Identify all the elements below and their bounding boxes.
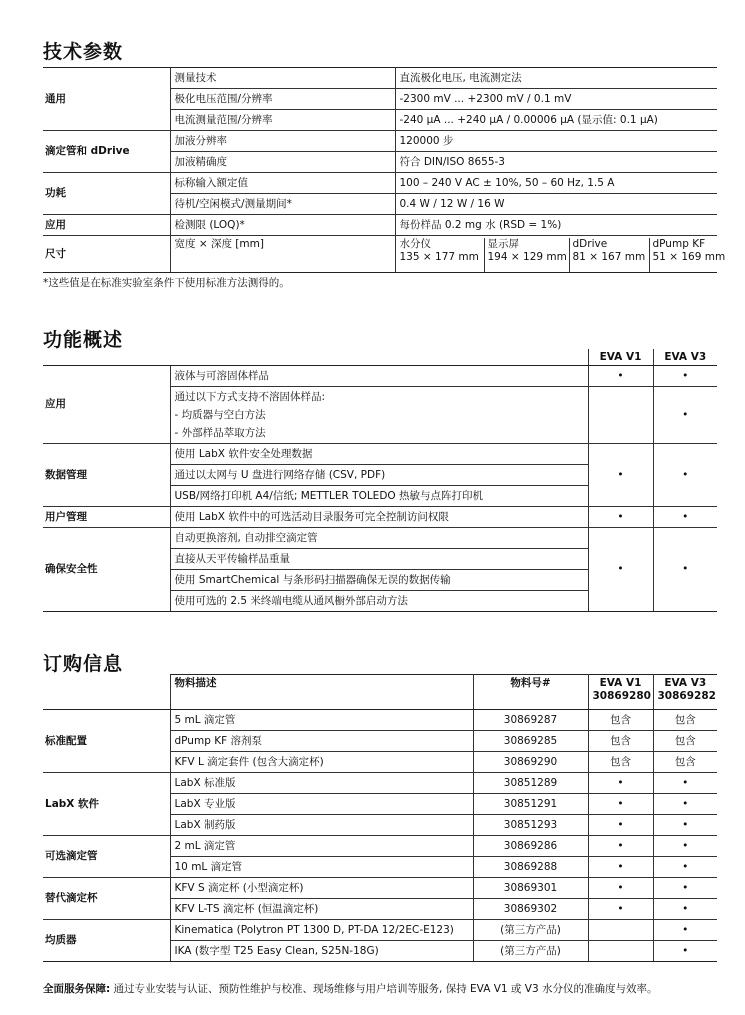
item-desc: IKA (数字型 T25 Easy Clean, S25N-18G) — [170, 941, 473, 962]
item-v1: • — [588, 857, 653, 878]
item-number: (第三方产品) — [473, 941, 588, 962]
item-v3: • — [653, 857, 717, 878]
table-row — [43, 836, 717, 857]
param-label: 待机/空闲模式/测量期间* — [170, 194, 395, 215]
param-value: -240 µA ... +240 µA / 0.00006 µA (显示值: 0.1 µA) — [395, 110, 717, 131]
param-value: 直流极化电压, 电流测定法 — [395, 68, 717, 89]
col-header-num: 物料号# — [473, 675, 588, 710]
dimension-size: 135 × 177 mm — [399, 251, 479, 263]
table-row — [43, 366, 717, 387]
item-v1: • — [588, 794, 653, 815]
dimensions-cell — [395, 236, 726, 273]
feature-text: 液体与可溶固体样品 — [170, 366, 588, 387]
ordering-table — [43, 674, 717, 962]
features-table — [43, 349, 717, 612]
item-number: (第三方产品) — [473, 920, 588, 941]
col-header-v1: EVA V1 — [588, 349, 653, 366]
item-v1: • — [588, 815, 653, 836]
footnote: *这些值是在标准实验室条件下使用标准方法测得的。 — [43, 277, 290, 289]
category-label: 应用 — [43, 366, 170, 444]
bullet-v3: • — [653, 366, 717, 387]
specs-heading: 技术参数 — [43, 41, 124, 63]
category-label: 确保安全性 — [43, 528, 170, 612]
item-desc: LabX 标准版 — [170, 773, 473, 794]
param-value: -2300 mV ... +2300 mV / 0.1 mV — [395, 89, 717, 110]
feature-text: 使用可选的 2.5 米终端电缆从通风橱外部启动方法 — [170, 591, 588, 612]
v1-label: EVA V1 — [599, 677, 642, 689]
item-v1 — [588, 920, 653, 941]
specs-table — [43, 67, 726, 273]
category-label: 应用 — [43, 215, 170, 236]
dimension-name: dDrive — [572, 238, 608, 250]
item-v3: • — [653, 899, 717, 920]
item-v3: • — [653, 794, 717, 815]
dimension-size: 194 × 129 mm — [487, 251, 567, 263]
feature-line: - 外部样品萃取方法 — [174, 427, 266, 439]
item-v3: • — [653, 815, 717, 836]
item-v1: • — [588, 899, 653, 920]
table-row — [43, 528, 717, 549]
service-footer — [43, 981, 733, 996]
table-row — [43, 920, 717, 941]
param-label: 检测限 (LOQ)* — [170, 215, 395, 236]
feature-text — [170, 387, 588, 444]
item-number: 30869302 — [473, 899, 588, 920]
table-row — [43, 236, 717, 273]
item-v3: • — [653, 773, 717, 794]
dimension-item — [400, 238, 484, 272]
item-desc: LabX 专业版 — [170, 794, 473, 815]
param-value: 每份样品 0.2 mg 水 (RSD = 1%) — [395, 215, 717, 236]
item-v3: 包含 — [653, 752, 717, 773]
item-v1: 包含 — [588, 731, 653, 752]
feature-text: 直接从天平传输样品重量 — [170, 549, 588, 570]
bullet-v3: • — [653, 387, 717, 444]
dimension-size: 51 × 169 mm — [652, 251, 726, 263]
item-desc: Kinematica (Polytron PT 1300 D, PT-DA 12/2EC-E123) — [170, 920, 473, 941]
item-number: 30869285 — [473, 731, 588, 752]
bullet-v1: • — [588, 366, 653, 387]
feature-text: 使用 LabX 软件安全处理数据 — [170, 444, 588, 465]
item-v1: 包含 — [588, 752, 653, 773]
feature-line: 通过以下方式支持不溶固体样品: — [174, 391, 326, 403]
item-v3: • — [653, 941, 717, 962]
param-label: 极化电压范围/分辨率 — [170, 89, 395, 110]
dimension-item — [484, 238, 569, 272]
table-row — [43, 444, 717, 465]
item-desc: 5 mL 滴定管 — [170, 710, 473, 731]
item-v3: • — [653, 878, 717, 899]
table-header-row — [43, 349, 717, 366]
feature-line: - 均质器与空白方法 — [174, 409, 266, 421]
feature-text: 使用 SmartChemical 与条形码扫描器确保无误的数据传输 — [170, 570, 588, 591]
param-label: 加液精确度 — [170, 152, 395, 173]
feature-text: USB/网络打印机 A4/信纸; METTLER TOLEDO 热敏与点阵打印机 — [170, 486, 588, 507]
item-number: 30869301 — [473, 878, 588, 899]
table-row — [43, 68, 717, 89]
category-label: 尺寸 — [43, 236, 170, 273]
category-label: 均质器 — [43, 920, 170, 962]
table-row — [43, 773, 717, 794]
item-v3: 包含 — [653, 710, 717, 731]
item-number: 30869287 — [473, 710, 588, 731]
item-desc: LabX 制药版 — [170, 815, 473, 836]
table-row — [43, 215, 717, 236]
bullet-v1: • — [588, 444, 653, 507]
category-label: 数据管理 — [43, 444, 170, 507]
bullet-v1: • — [588, 507, 653, 528]
param-value: 符合 DIN/ISO 8655-3 — [395, 152, 717, 173]
item-number: 30869288 — [473, 857, 588, 878]
footer-text: 通过专业安装与认证、预防性维护与校准、现场维修与用户培训等服务, 保持 EVA V1 或 V3 水分仪的准确度与效率。 — [110, 983, 658, 995]
footer-label: 全面服务保障: — [43, 983, 111, 995]
item-v1: • — [588, 836, 653, 857]
table-row — [43, 131, 717, 152]
feature-text: 自动更换溶剂, 自动排空滴定管 — [170, 528, 588, 549]
item-number: 30851291 — [473, 794, 588, 815]
item-desc: KFV L-TS 滴定杯 (恒温滴定杯) — [170, 899, 473, 920]
bullet-v1: • — [588, 528, 653, 612]
dimension-name: 显示屏 — [487, 238, 519, 250]
v1-number: 30869280 — [592, 690, 651, 702]
category-label: 标准配置 — [43, 710, 170, 773]
item-v3: • — [653, 836, 717, 857]
feature-text: 通过以太网与 U 盘进行网络存储 (CSV, PDF) — [170, 465, 588, 486]
item-v1: • — [588, 878, 653, 899]
table-row — [43, 507, 717, 528]
item-desc: dPump KF 溶剂泵 — [170, 731, 473, 752]
table-header-row — [43, 675, 717, 710]
item-v1 — [588, 941, 653, 962]
features-heading: 功能概述 — [43, 329, 124, 351]
param-label: 标称输入额定值 — [170, 173, 395, 194]
param-value: 120000 步 — [395, 131, 717, 152]
item-v1: • — [588, 773, 653, 794]
table-row — [43, 173, 717, 194]
feature-text: 使用 LabX 软件中的可选活动目录服务可完全控制访问权限 — [170, 507, 588, 528]
item-desc: 10 mL 滴定管 — [170, 857, 473, 878]
item-number: 30851289 — [473, 773, 588, 794]
param-value: 0.4 W / 12 W / 16 W — [395, 194, 717, 215]
category-label: 替代滴定杯 — [43, 878, 170, 920]
dimension-size: 81 × 167 mm — [572, 251, 646, 263]
category-label: 通用 — [43, 68, 170, 131]
bullet-v3: • — [653, 444, 717, 507]
param-label: 加液分辨率 — [170, 131, 395, 152]
col-header-desc: 物料描述 — [170, 675, 473, 710]
item-desc: KFV L 滴定套件 (包含大滴定杯) — [170, 752, 473, 773]
item-number: 30851293 — [473, 815, 588, 836]
param-label: 测量技术 — [170, 68, 395, 89]
ordering-heading: 订购信息 — [43, 653, 124, 675]
bullet-v3: • — [653, 507, 717, 528]
item-desc: 2 mL 滴定管 — [170, 836, 473, 857]
dimension-name: dPump KF — [652, 238, 706, 250]
col-header-v3 — [653, 675, 717, 710]
item-v3: • — [653, 920, 717, 941]
bullet-v3: • — [653, 528, 717, 612]
category-label: LabX 软件 — [43, 773, 170, 836]
table-row — [43, 710, 717, 731]
category-label: 用户管理 — [43, 507, 170, 528]
table-row — [43, 878, 717, 899]
category-label: 滴定管和 dDrive — [43, 131, 170, 173]
dimension-item — [569, 238, 649, 272]
dimension-name: 水分仪 — [399, 238, 431, 250]
col-header-v3: EVA V3 — [653, 349, 717, 366]
item-number: 30869286 — [473, 836, 588, 857]
param-label: 宽度 × 深度 [mm] — [170, 236, 395, 273]
item-v3: 包含 — [653, 731, 717, 752]
category-label: 可选滴定管 — [43, 836, 170, 878]
col-header-v1 — [588, 675, 653, 710]
item-desc: KFV S 滴定杯 (小型滴定杯) — [170, 878, 473, 899]
dimension-item — [649, 238, 726, 272]
v3-number: 30869282 — [657, 690, 716, 702]
category-label: 功耗 — [43, 173, 170, 215]
item-number: 30869290 — [473, 752, 588, 773]
param-value: 100 – 240 V AC ± 10%, 50 – 60 Hz, 1.5 A — [395, 173, 717, 194]
param-label: 电流测量范围/分辨率 — [170, 110, 395, 131]
item-v1: 包含 — [588, 710, 653, 731]
v3-label: EVA V3 — [664, 677, 707, 689]
